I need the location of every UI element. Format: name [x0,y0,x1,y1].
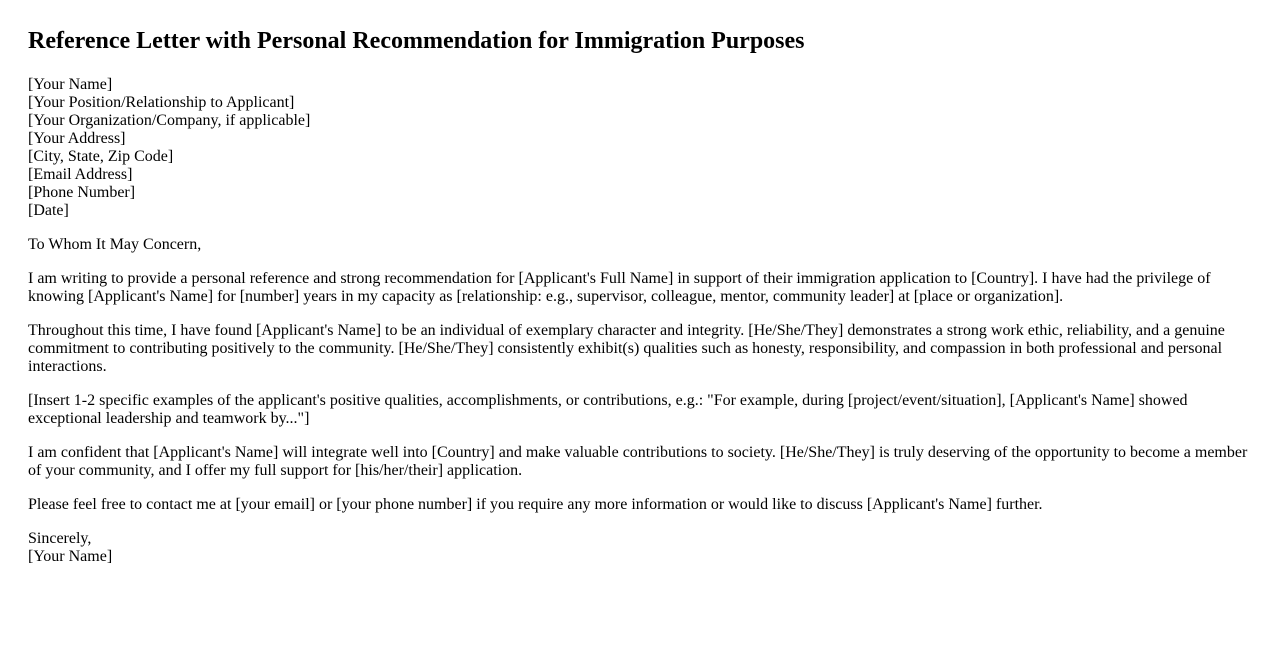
sender-city-state-zip: [City, State, Zip Code] [28,148,174,165]
closing-text: Sincerely, [28,530,92,547]
sender-position: [Your Position/Relationship to Applicant] [28,94,295,111]
sender-name: [Your Name] [28,76,113,93]
page-title: Reference Letter with Personal Recommendation for Immigration Purposes [28,28,805,54]
sender-email: [Email Address] [28,166,133,183]
signature-name: [Your Name] [28,548,113,565]
sender-address: [Your Address] [28,130,126,147]
paragraph-contact: Please feel free to contact me at [your email] or [your phone number] if you require any more information or would like to discuss [Applicant's Name] further. [28,496,1043,513]
paragraph-character: Throughout this time, I have found [Applicant's Name] to be an individual of exemplary character and integrity. [He/She/They] demonstrates a strong work ethic, reliability, and a genuine commitment to contributing positively to the community. [He/She/They] consistently exhibit(s) qualities such as honesty, responsibility, and compassion in both professional and personal interactions. [28,322,1225,375]
sender-organization: [Your Organization/Company, if applicable] [28,112,311,129]
closing-block [28,530,1250,566]
letter-date: [Date] [28,202,69,219]
paragraph-confidence: I am confident that [Applicant's Name] will integrate well into [Country] and make valuable contributions to society. [He/She/They] is truly deserving of the opportunity to become a member of your community, and I offer my full support for [his/her/their] application. [28,444,1248,479]
salutation: To Whom It May Concern, [28,236,202,253]
paragraph-examples: [Insert 1-2 specific examples of the applicant's positive qualities, accomplishments, or contributions, e.g.: "For example, during [project/event/situation], [Applicant's Name] showed exceptional leadership and teamwork by..."] [28,392,1188,427]
sender-phone: [Phone Number] [28,184,136,201]
paragraph-introduction: I am writing to provide a personal reference and strong recommendation for [Applicant's Full Name] in support of their immigration application to [Country]. I have had the privilege of knowing [Applicant's Name] for [number] years in my capacity as [relationship: e.g., supervisor, colleague, mentor, community leader] at [place or organization]. [28,270,1211,305]
sender-block [28,76,1250,220]
